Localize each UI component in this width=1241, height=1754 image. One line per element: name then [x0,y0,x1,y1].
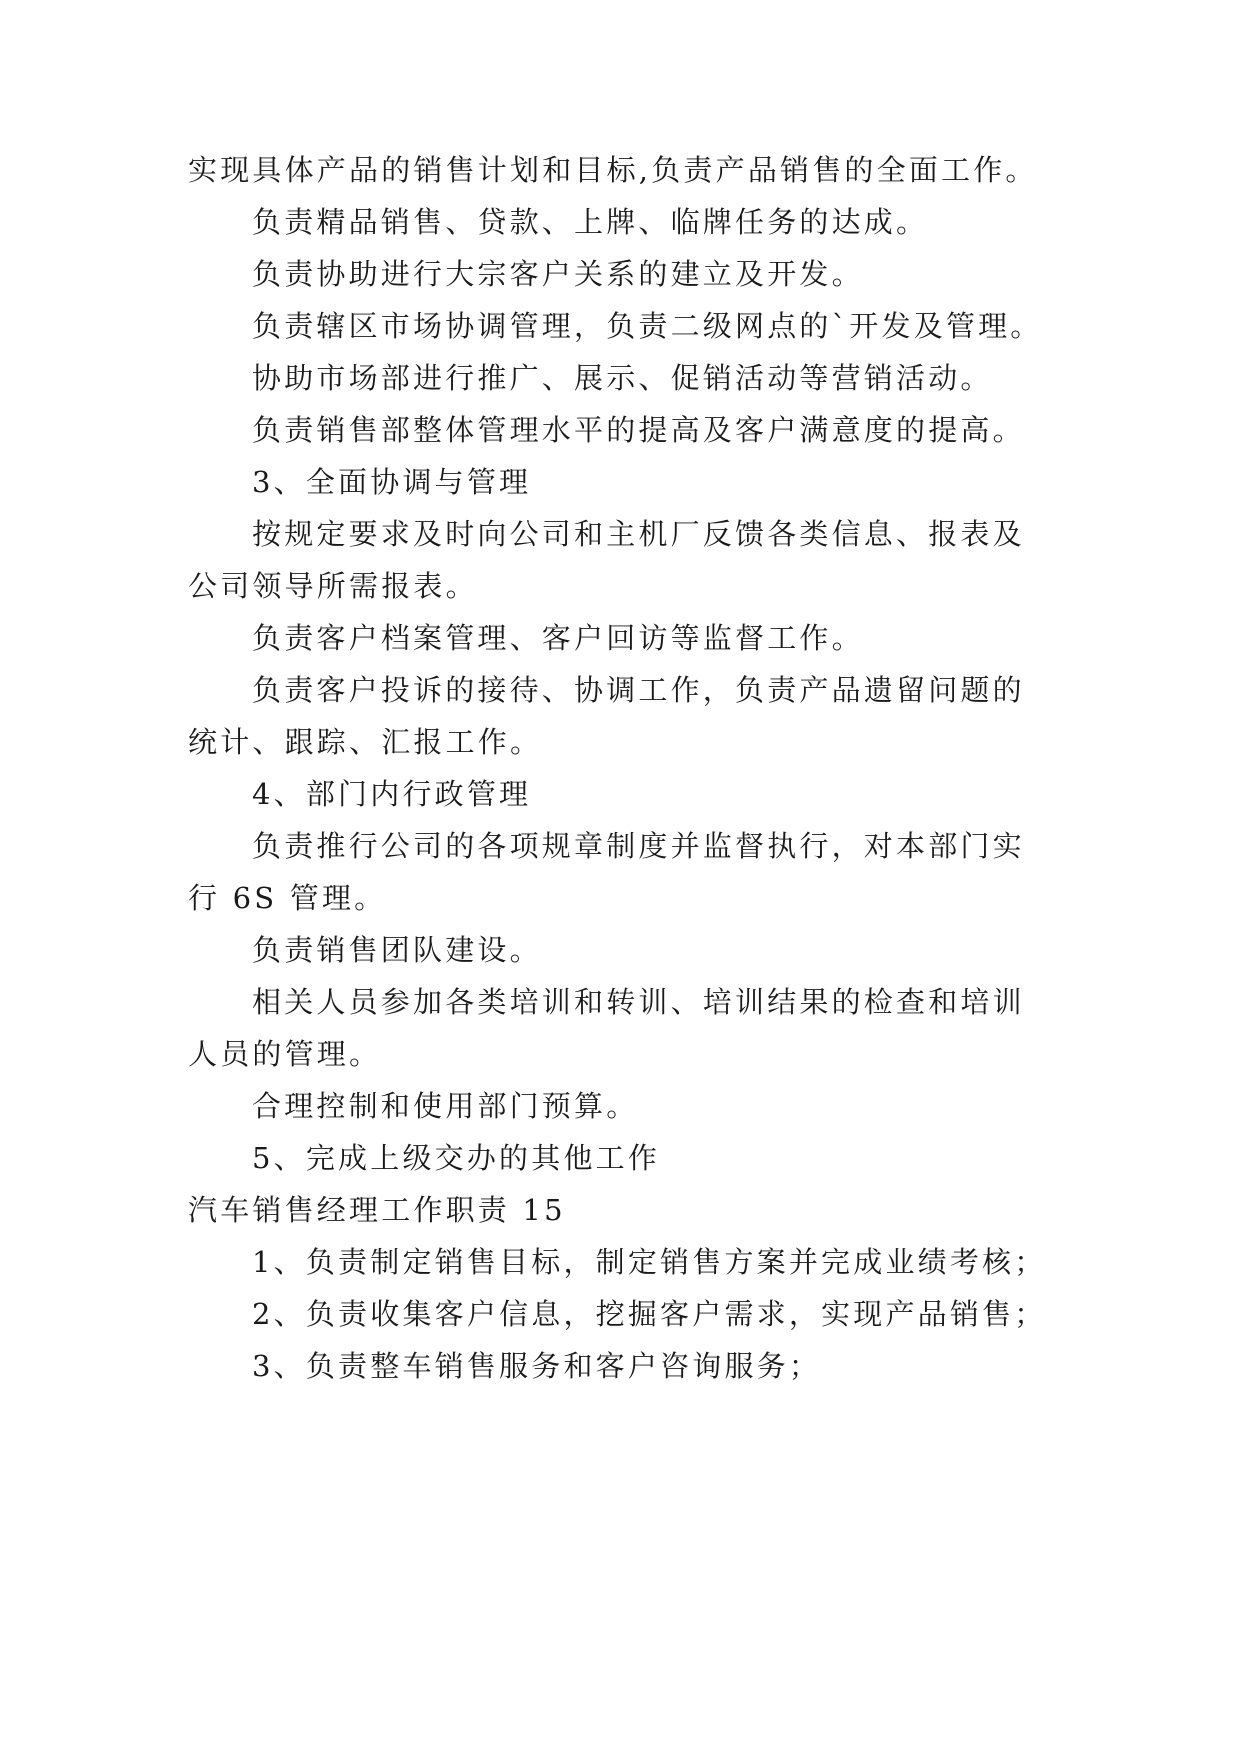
paragraph-line: 负责推行公司的各项规章制度并监督执行，对本部门实 [252,829,1025,863]
paragraph-line: 统计、跟踪、汇报工作。 [188,725,543,759]
document-title: 汽车销售经理工作职责 15 [188,1193,566,1227]
section-heading: 4、部门内行政管理 [252,777,532,811]
section-heading: 5、完成上级交办的其他工作 [252,1141,661,1175]
paragraph-line: 行 6S 管理。 [188,881,387,915]
paragraph-line: 负责销售团队建设。 [252,933,542,967]
list-item: 1、负责制定销售目标，制定销售方案并完成业绩考核； [252,1245,1047,1279]
paragraph-line: 按规定要求及时向公司和主机厂反馈各类信息、报表及 [252,517,1025,551]
paragraph-line: 实现具体产品的销售计划和目标,负责产品销售的全面工作。 [188,153,1038,187]
paragraph-line: 合理控制和使用部门预算。 [252,1089,639,1123]
paragraph-line: 负责客户投诉的接待、协调工作，负责产品遗留问题的 [252,673,1025,707]
section-heading: 3、全面协调与管理 [252,465,532,499]
paragraph-line: 人员的管理。 [188,1037,382,1071]
list-item: 2、负责收集客户信息，挖掘客户需求，实现产品销售； [252,1297,1047,1331]
paragraph-line: 公司领导所需报表。 [188,569,478,603]
paragraph-line: 相关人员参加各类培训和转训、培训结果的检查和培训 [252,985,1025,1019]
paragraph-line: 负责客户档案管理、客户回访等监督工作。 [252,621,864,655]
paragraph-line: 协助市场部进行推广、展示、促销活动等营销活动。 [252,361,993,395]
paragraph-line: 负责精品销售、贷款、上牌、临牌任务的达成。 [252,205,929,239]
paragraph-line: 负责销售部整体管理水平的提高及客户满意度的提高。 [252,413,1025,447]
paragraph-line: 负责协助进行大宗客户关系的建立及开发。 [252,257,864,291]
paragraph-line: 负责辖区市场协调管理，负责二级网点的`开发及管理。 [252,309,1043,343]
list-item: 3、负责整车销售服务和客户咨询服务； [252,1349,822,1383]
